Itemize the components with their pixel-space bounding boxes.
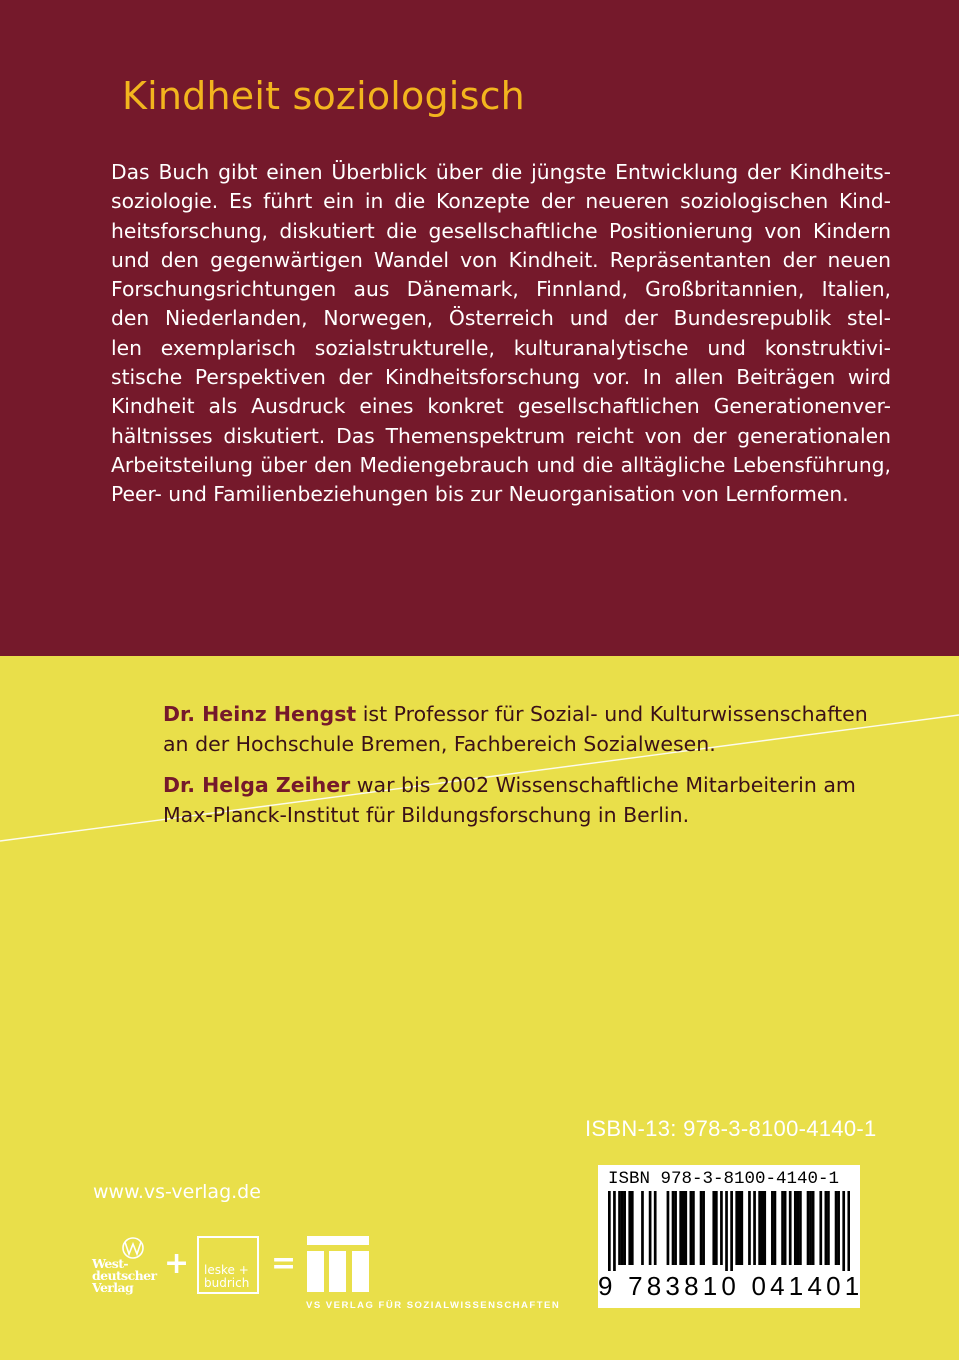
barcode-bar: [631, 1191, 634, 1265]
barcode-bars: [608, 1191, 850, 1271]
barcode-bar: [725, 1191, 728, 1271]
blurb-line: soziologie. Es führt ein in die Konzepte der neueren soziologischen Kind-: [111, 189, 891, 214]
barcode-bar: [758, 1191, 761, 1265]
barcode-bar: [835, 1191, 838, 1265]
barcode-bar: [621, 1191, 624, 1265]
barcode-bar: [613, 1191, 616, 1271]
barcode-bar: [807, 1191, 810, 1265]
blurb-line: stische Perspektiven der Kindheitsforschung vor. In allen Beiträgen wird: [111, 365, 891, 390]
plus-sign: +: [164, 1246, 190, 1281]
barcode-bar: [774, 1191, 777, 1265]
barcode: [598, 1165, 864, 1308]
barcode-bar: [784, 1191, 787, 1265]
barcode-bar: [842, 1191, 845, 1271]
website-url: www.vs-verlag.de: [93, 1181, 261, 1203]
barcode-bar: [753, 1191, 756, 1265]
top-panel: [0, 0, 959, 656]
barcode-bar: [819, 1191, 822, 1265]
barcode-bar: [654, 1191, 657, 1265]
barcode-bar: [641, 1191, 644, 1265]
barcode-bar: [837, 1191, 840, 1265]
barcode-bar: [781, 1191, 784, 1265]
blurb-line: hältnisses diskutiert. Das Themenspektrum reicht von der generationalen: [111, 423, 891, 448]
publisher-logos: [91, 1232, 561, 1317]
barcode-bar: [702, 1191, 705, 1265]
barcode-bar: [649, 1191, 652, 1265]
barcode-bar: [761, 1191, 764, 1265]
blurb-line: Kindheit als Ausdruck eines konkret gesellschaftlichen Generationenver-: [111, 394, 891, 419]
vs-verlag-caption: VS VERLAG FÜR SOZIALWISSENSCHAFTEN: [306, 1300, 561, 1311]
barcode-bar: [797, 1191, 800, 1265]
barcode-bar: [738, 1191, 741, 1265]
author-bio-text: ist Professor für Sozial- und Kulturwissenschaften: [356, 702, 868, 726]
barcode-bar: [812, 1191, 815, 1265]
barcode-bar: [763, 1191, 766, 1265]
westdeutscher-verlag-logo: [91, 1236, 155, 1306]
leske-budrich-logo: [197, 1236, 259, 1294]
blurb-line: Das Buch gibt einen Überblick über die jüngste Entwicklung der Kindheits-: [111, 160, 891, 184]
barcode-bar: [735, 1191, 738, 1265]
lb-logo-line: budrich: [204, 1276, 250, 1290]
barcode-isbn-text: ISBN 978-3-8100-4140-1: [608, 1169, 840, 1189]
blurb-line: Forschungsrichtungen aus Dänemark, Finnland, Großbritannien, Italien,: [111, 277, 891, 302]
blurb-line: len exemplarisch sozialstrukturelle, kulturanalytische und konstruktivi-: [111, 335, 891, 360]
barcode-bar: [690, 1191, 693, 1265]
barcode-bar: [674, 1191, 677, 1265]
blurb-line: Arbeitsteilung über den Mediengebrauch und die alltägliche Lebensführung,: [111, 452, 891, 477]
barcode-bar: [809, 1191, 812, 1265]
barcode-bar: [827, 1191, 830, 1265]
barcode-bar: [628, 1191, 631, 1265]
author-bio-text: war bis 2002 Wissenschaftliche Mitarbeiterin am: [350, 773, 856, 797]
barcode-bar: [789, 1191, 792, 1265]
barcode-bar: [730, 1191, 733, 1271]
author-bios: [163, 700, 903, 842]
barcode-bar: [684, 1191, 687, 1265]
barcode-bar: [794, 1191, 797, 1265]
barcode-bar: [618, 1191, 621, 1265]
barcode-bar: [700, 1191, 703, 1265]
barcode-bar: [608, 1191, 611, 1271]
barcode-bar: [692, 1191, 695, 1265]
barcode-bar: [715, 1191, 718, 1265]
barcode-bar: [712, 1191, 715, 1265]
barcode-bar: [667, 1191, 670, 1265]
equals-sign: =: [271, 1246, 297, 1281]
barcode-bar: [771, 1191, 774, 1265]
author-bio: [163, 700, 903, 759]
barcode-bar: [720, 1191, 723, 1265]
isbn-13-label: ISBN-13: 978-3-8100-4140-1: [585, 1116, 877, 1141]
barcode-bar: [623, 1191, 626, 1265]
vs-columns-icon: [307, 1236, 369, 1292]
author-bio: [163, 771, 903, 830]
barcode-bar: [748, 1191, 751, 1265]
author-bio-text: Max-Planck-Institut für Bildungsforschung in Berlin.: [163, 802, 690, 827]
lb-logo-line: leske +: [204, 1263, 249, 1277]
blurb-line: und den gegenwärtigen Wandel von Kindheit. Repräsentanten der neuen: [111, 247, 891, 272]
barcode-bar: [672, 1191, 675, 1265]
barcode-digits: 9 783810 041401: [598, 1271, 864, 1301]
author-bio-text: an der Hochschule Bremen, Fachbereich Sozialwesen.: [163, 731, 716, 756]
blurb-line: den Niederlanden, Norwegen, Österreich und der Bundesrepublik stel-: [111, 306, 891, 331]
author-name: Dr. Helga Zeiher: [163, 773, 351, 797]
wv-logo-line: West-: [92, 1256, 128, 1271]
barcode-bar: [825, 1191, 828, 1265]
barcode-bar: [799, 1191, 802, 1265]
author-name: Dr. Heinz Hengst: [163, 702, 357, 726]
book-title: Kindheit soziologisch: [122, 74, 525, 118]
blurb-line: Peer- und Familienbeziehungen bis zur Neuorganisation von Lernformen.: [111, 482, 849, 507]
blurb: [111, 158, 891, 510]
barcode-bar: [679, 1191, 682, 1265]
blurb-line: heitsforschung, diskutiert die gesellschaftliche Positionierung von Kindern: [111, 218, 891, 243]
barcode-bar: [682, 1191, 685, 1265]
wv-logo-line: deutscher: [92, 1268, 157, 1283]
barcode-bar: [740, 1191, 743, 1265]
barcode-bar: [847, 1191, 850, 1271]
wv-logo-line: Verlag: [92, 1280, 134, 1295]
